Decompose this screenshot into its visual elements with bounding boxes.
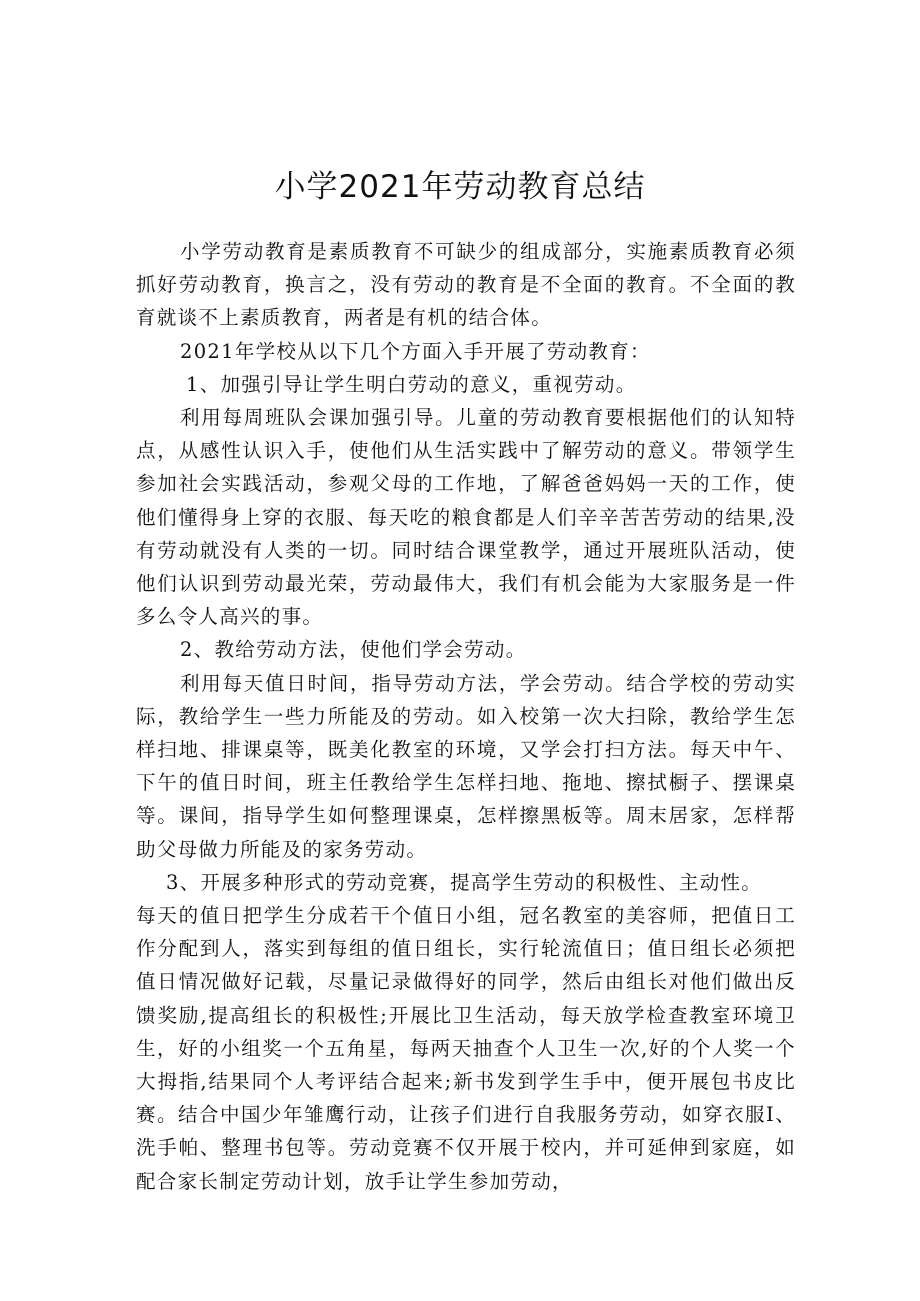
paragraph-intro: 小学劳动教育是素质教育不可缺少的组成部分，实施素质教育必须抓好劳动教育，换言之，没有劳动的教育是不全面的教育。不全面的教育就谈不上素质教育，两者是有机的结合体。 xyxy=(136,240,796,330)
document-title: 小学2021年劳动教育总结 xyxy=(274,169,646,205)
paragraph-overview: 2021年学校从以下几个方面入手开展了劳动教育： xyxy=(180,339,651,363)
document-body xyxy=(136,235,796,1198)
paragraph-section-1: 利用每周班队会课加强引导。儿童的劳动教育要根据他们的认知特点，从感性认识入手，使他们从生活实践中了解劳动的意义。带领学生参加社会实践活动，参观父母的工作地，了解爸爸妈妈一天的工作，使他们懂得身上穿的衣服、每天吃的粮食都是人们辛辛苦苦劳动的结果,没有劳动就没有人类的一切。同时结合课堂教学，通过开展班队活动，使他们认识到劳动最光荣，劳动最伟大，我们有机会能为大家服务是一件多么令人高兴的事。 xyxy=(136,406,796,629)
section-heading-3: 3、开展多种形式的劳动竞赛，提高学生劳动的积极性、主动性。 xyxy=(166,870,763,894)
section-heading-2: 2、教给劳动方法，使他们学会劳动。 xyxy=(180,638,527,662)
section-heading-1: 1、加强引导让学生明白劳动的意义，重视劳动。 xyxy=(186,372,637,396)
paragraph-section-2: 利用每天值日时间，指导劳动方法，学会劳动。结合学校的劳动实际，教给学生一些力所能及的劳动。如入校第一次大扫除，教给学生怎样扫地、排课桌等，既美化教室的环境，又学会打扫方法。每天中午、下午的值日时间，班主任教给学生怎样扫地、拖地、擦拭橱子、摆课桌等。课间，指导学生如何整理课桌，怎样擦黑板等。周末居家，怎样帮助父母做力所能及的家务劳动。 xyxy=(136,671,796,861)
paragraph-section-3: 每天的值日把学生分成若干个值日小组，冠名教室的美容师，把值日工作分配到人，落实到每组的值日组长，实行轮流值日；值日组长必须把值日情况做好记载，尽量记录做得好的同学，然后由组长对他们做出反馈奖励,提高组长的积极性;开展比卫生活动，每天放学检查教室环境卫生，好的小组奖一个五角星，每两天抽查个人卫生一次,好的个人奖一个大拇指,结果同个人考评结合起来;新书发到学生手中，便开展包书皮比赛。结合中国少年雏鹰行动，让孩子们进行自我服务劳动，如穿衣服I、洗手帕、整理书包等。劳动竞赛不仅开展于校内，并可延伸到家庭，如配合家长制定劳动计划，放手让学生参加劳动， xyxy=(136,904,796,1193)
